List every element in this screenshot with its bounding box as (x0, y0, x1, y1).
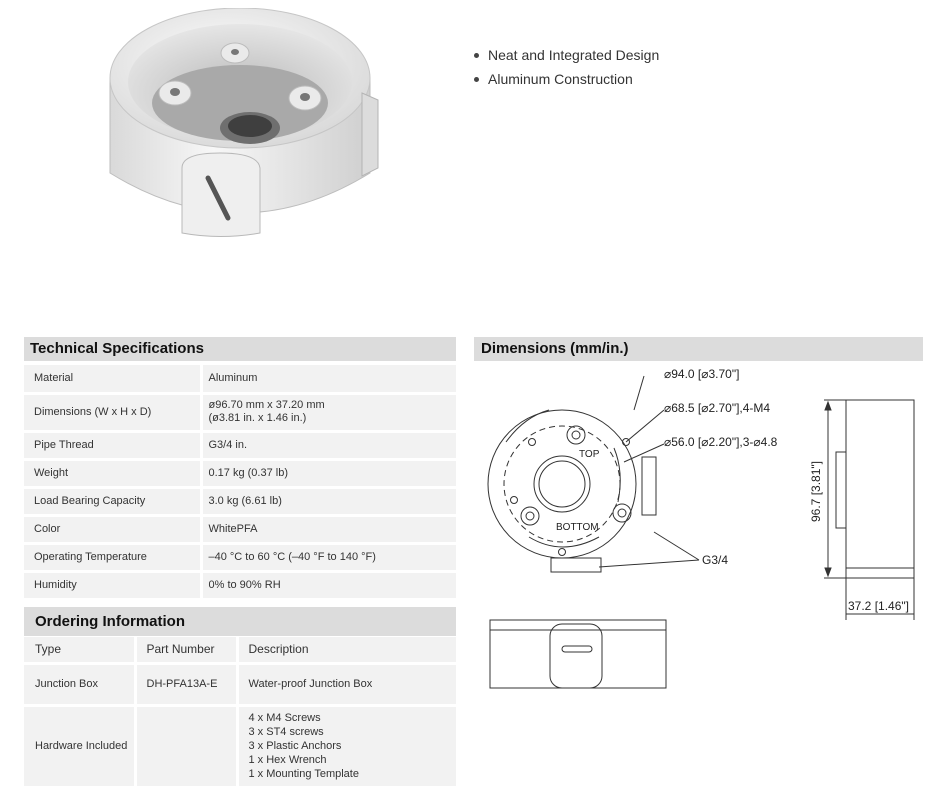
spec-value: 3.0 kg (6.61 lb) (201, 487, 456, 515)
dimensions-title: Dimensions (mm/in.) (474, 337, 923, 361)
bottom-label: BOTTOM (556, 522, 599, 533)
hardware-item: 1 x Hex Wrench (248, 754, 327, 766)
outer-circle (488, 410, 636, 558)
order-part-number (135, 705, 237, 787)
table-row (24, 663, 456, 705)
hole-circle-label: ⌀56.0 [⌀2.20"],3-⌀4.8 (664, 435, 778, 449)
hardware-list (237, 705, 456, 787)
spec-value: WhitePFA (201, 515, 456, 543)
spec-key: Pipe Thread (24, 431, 201, 459)
ordering-table (24, 637, 456, 789)
product-photo (100, 8, 390, 248)
order-description: Water-proof Junction Box (237, 663, 456, 705)
order-type: Hardware Included (24, 705, 135, 787)
spec-value: G3/4 in. (201, 431, 456, 459)
feature-item: Neat and Integrated Design (474, 44, 659, 68)
column-header-type: Type (24, 637, 135, 663)
spec-key: Weight (24, 459, 201, 487)
spec-key: Color (24, 515, 201, 543)
table-row (24, 459, 456, 487)
column-header-part-number: Part Number (135, 637, 237, 663)
hardware-item: 1 x Mounting Template (248, 768, 359, 780)
table-row (24, 571, 456, 599)
table-row (24, 515, 456, 543)
spec-key: Load Bearing Capacity (24, 487, 201, 515)
depth-label: 37.2 [1.46"] (848, 599, 909, 613)
spec-value (201, 393, 456, 431)
ordering-info-title: Ordering Information (24, 607, 456, 636)
spec-key: Operating Temperature (24, 543, 201, 571)
feature-list (474, 44, 659, 92)
spec-value: Aluminum (201, 365, 456, 393)
hardware-item: 4 x M4 Screws (248, 712, 321, 724)
table-header-row (24, 637, 456, 663)
hardware-item: 3 x Plastic Anchors (248, 740, 342, 752)
top-label: TOP (579, 449, 600, 460)
table-row (24, 543, 456, 571)
table-row (24, 393, 456, 431)
table-row (24, 487, 456, 515)
tech-spec-table (24, 365, 456, 601)
spec-value: 0.17 kg (0.37 lb) (201, 459, 456, 487)
spec-key: Humidity (24, 571, 201, 599)
tech-spec-title: Technical Specifications (24, 337, 456, 361)
dimensions-drawing (474, 362, 934, 702)
table-row (24, 431, 456, 459)
spec-value-line: ø96.70 mm x 37.20 mm (208, 399, 325, 411)
table-row (24, 705, 456, 787)
bolt-circle-label: ⌀68.5 [⌀2.70"],4-M4 (664, 401, 771, 415)
spec-key: Material (24, 365, 201, 393)
height-label: 96.7 [3.81"] (809, 461, 823, 522)
feature-item: Aluminum Construction (474, 68, 659, 92)
table-row (24, 365, 456, 393)
spec-key: Dimensions (W x H x D) (24, 393, 201, 431)
order-part-number: DH-PFA13A-E (135, 663, 237, 705)
order-type: Junction Box (24, 663, 135, 705)
column-header-description: Description (237, 637, 456, 663)
side-view (846, 400, 914, 578)
thread-label: G3/4 (702, 553, 729, 567)
hardware-item: 3 x ST4 screws (248, 726, 324, 738)
spec-value: –40 °C to 60 °C (–40 °F to 140 °F) (201, 543, 456, 571)
center-hole (534, 456, 590, 512)
spec-value-line: (ø3.81 in. x 1.46 in.) (208, 412, 307, 424)
spec-value: 0% to 90% RH (201, 571, 456, 599)
outer-diameter-label: ⌀94.0 [⌀3.70"] (664, 367, 740, 381)
